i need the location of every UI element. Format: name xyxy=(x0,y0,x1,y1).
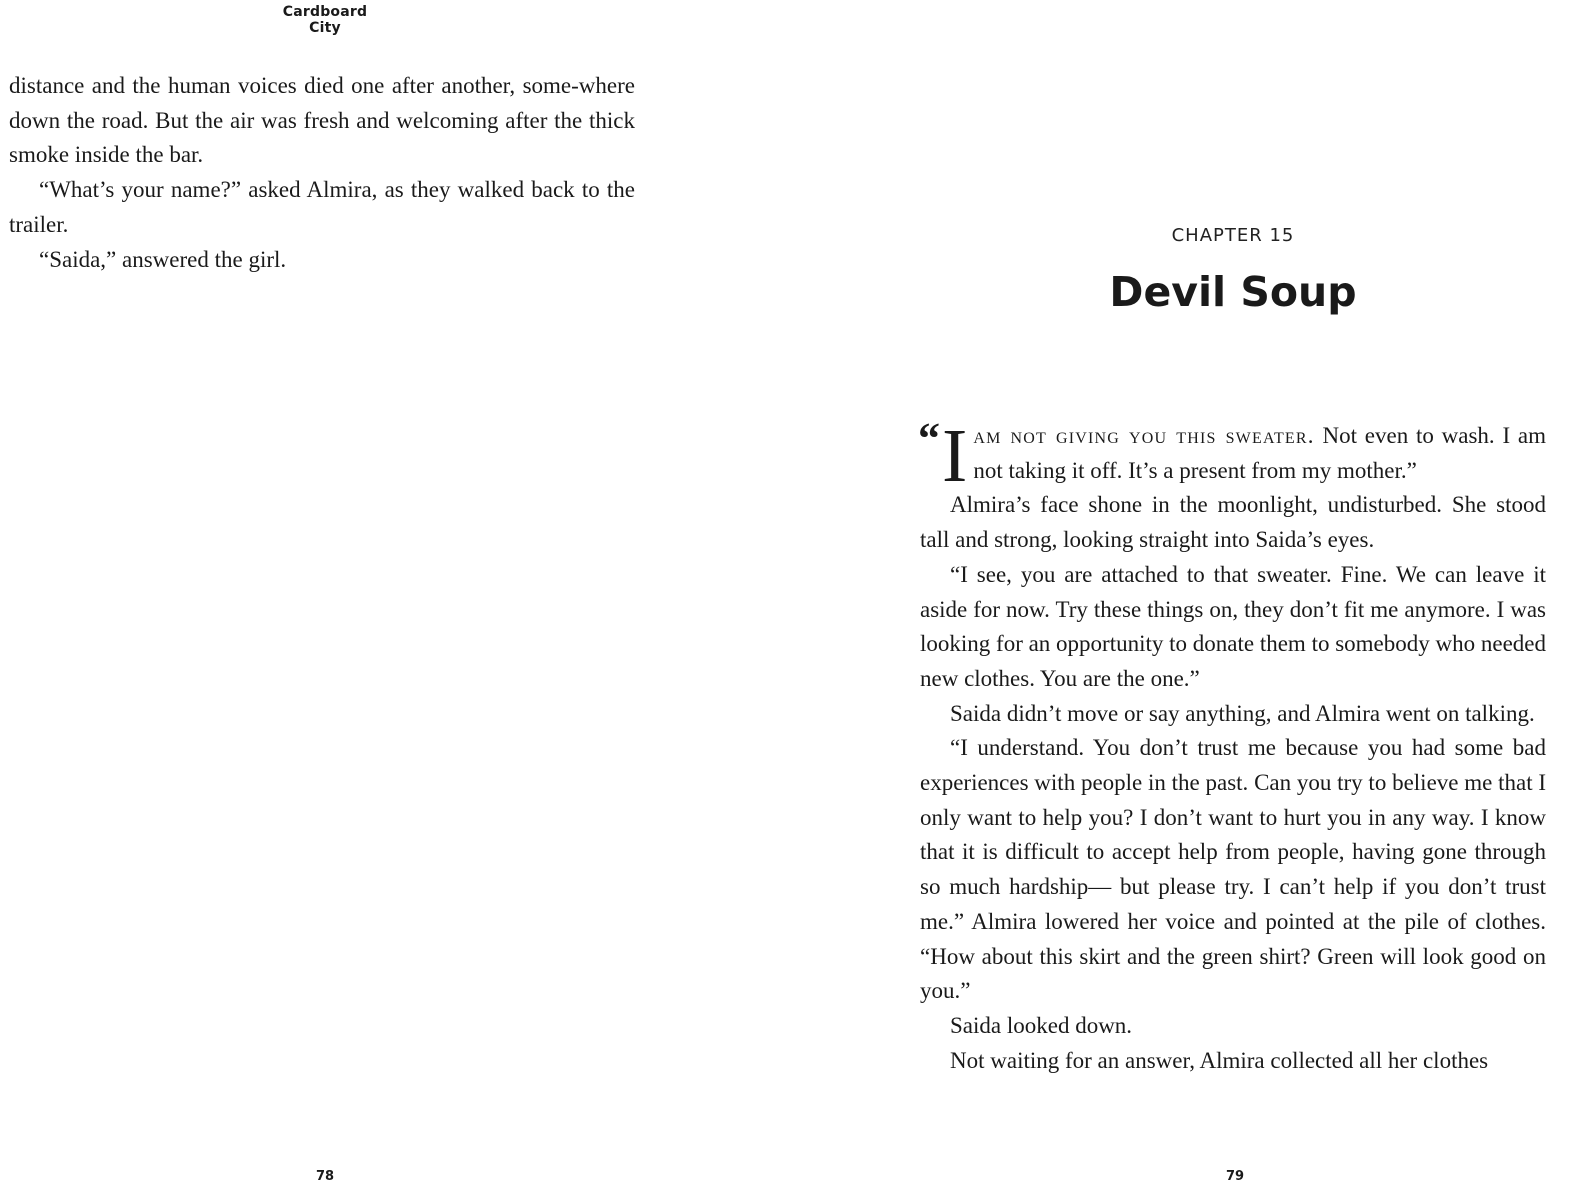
paragraph: “Saida,” answered the girl. xyxy=(39,246,287,272)
opening-paragraph xyxy=(918,414,1546,498)
paragraph: Not waiting for an answer, Almira collected all her clothes xyxy=(950,1047,1489,1073)
paragraph: “What’s your name?” asked Almira, as they walked back to the trailer. xyxy=(9,177,635,237)
running-head: Cardboard City xyxy=(282,4,368,36)
paragraph: Saida didn’t move or say anything, and Almira went on talking. xyxy=(950,700,1535,726)
paragraph: “I understand. You don’t trust me because you had some bad experiences with people in the past. Can you try to believe me that I only want to help you? I don’t want to hurt you in any way. I know that it is difficult to accept help from people, having gone through so much hardship— but please try. I can’t help if you don’t trust me.” Almira lowered her voice and pointed at the pile of clothes. “How about this skirt and the green shirt? Green will look good on you.” xyxy=(920,735,1546,1004)
chapter-label: CHAPTER 15 xyxy=(1171,225,1295,246)
left-page-body xyxy=(9,69,635,277)
right-page-body xyxy=(918,414,1546,1078)
paragraph: “I see, you are attached to that sweater. Fine. We can leave it aside for now. Try these things on, they don’t fit me anymore. I was looking for an opportunity to donate them to somebody who needed new clothes. You are the one.” xyxy=(920,561,1546,691)
drop-cap: I xyxy=(942,414,968,498)
paragraph: Almira’s face shone in the moonlight, undisturbed. She stood tall and strong, looking straight into Saida’s eyes. xyxy=(920,492,1546,553)
right-page xyxy=(920,0,1570,1200)
page-number: 79 xyxy=(1225,1169,1245,1184)
left-page xyxy=(0,0,650,1200)
paragraph: Saida looked down. xyxy=(950,1012,1133,1038)
chapter-title: Devil Soup xyxy=(1109,268,1357,316)
opening-text: Not even to wash. I am not taking it off. It’s a present from my mother.” xyxy=(973,423,1546,483)
opening-quote-mark: “ xyxy=(918,414,940,463)
opening-small-caps: am not giving you this sweater. xyxy=(973,423,1315,448)
paragraph: distance and the human voices died one after another, some-where down the road. But the air was fresh and welcoming after the thick smoke inside the bar. xyxy=(9,73,635,168)
page-number: 78 xyxy=(315,1169,335,1184)
